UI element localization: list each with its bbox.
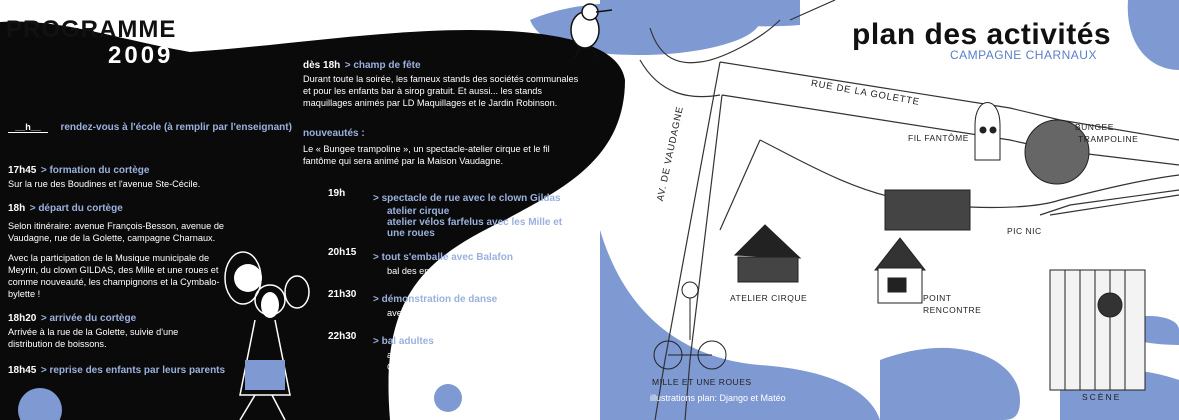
fete-section: dès 18h > champ de fête Durant toute la soirée, les fameux stands des sociétés communales et pour les enfants bar à sirop gratuit. Et aussi... les stands maquillages animés par LD Maquillages et le Jardin Robinson. — [303, 60, 579, 108]
news-section: nouveautés : Le « Bungee trampoline », un spectacle-atelier cirque et le fil fantôme qui sera animé par la Maison Vaudagne. — [303, 128, 550, 166]
program-item-18h: 18h > départ du cortège Selon itinéraire: avenue François-Besson, avenue de Vaudagne, rue de la Golette, campagne Charnaux. Avec la participation de la Musique municipale de Meyrin, du clown GILDAS, des Mille et une roues et comme nouveauté, les champignons et la Cymbalo- bylette ! — [8, 203, 225, 299]
label-trampoline: TRAMPOLINE — [1078, 134, 1139, 144]
evening-schedule — [328, 188, 588, 373]
label-rencontre: RENCONTRE — [923, 305, 982, 315]
label-atelier-cirque: ATELIER CIRQUE — [730, 293, 808, 303]
program-item-1820: 18h20 > arrivée du cortège Arrivée à la rue de la Golette, suivie d'une distribution de boissons. — [8, 313, 179, 349]
program-title: PROGRAMME — [6, 16, 177, 43]
label-fil-fantome: FIL FANTÔME — [908, 133, 969, 143]
schedule-2015: 20h15 > tout s'emballe avec Balafon bal des enfants — [328, 247, 513, 276]
label-scene: SCÈNE — [1082, 392, 1122, 402]
label-pic-nic: PIC NIC — [1007, 226, 1042, 236]
label-point: POINT — [923, 293, 952, 303]
street-rue-golette: RUE DE LA GOLETTE — [810, 78, 921, 108]
program-item-1845: 18h45 > reprise des enfants par leurs parents — [8, 365, 226, 376]
meeting-line — [8, 117, 292, 135]
schedule-19h: 19h > spectacle de rue avec le clown Gildas atelier cirque atelier vélos farfelus avec les Mille et une roues — [328, 188, 563, 239]
program-item-1745: 17h45 > formation du cortège Sur la rue des Boudines et l'avenue Ste-Cécile. — [8, 165, 201, 189]
time-blank[interactable]: __h__ — [8, 122, 48, 133]
label-bungee: BUNGEE — [1075, 122, 1114, 132]
program-year: 2009 — [108, 42, 174, 69]
schedule-2130: 21h30 > démonstration de danse avec le groupe « independance crew » — [328, 289, 545, 318]
label-mille-roues: MILLE ET UNE ROUES — [652, 377, 752, 387]
street-av-vaudagne: AV. DE VAUDAGNE — [655, 105, 686, 203]
plan-title: plan des activités — [852, 18, 1112, 51]
meeting-text: rendez-vous à l'école (à remplir par l'enseignant) — [60, 122, 292, 133]
plan-subtitle: CAMPAGNE CHARNAUX — [950, 48, 1097, 62]
plan-credits: illustrations plan: Django et Matéo — [650, 393, 786, 403]
schedule-2230: 22h30 > bal adultes avec le groupe « TINK'S » Covers band Ike et Tina Turner — [328, 331, 514, 372]
program-list — [8, 160, 233, 378]
